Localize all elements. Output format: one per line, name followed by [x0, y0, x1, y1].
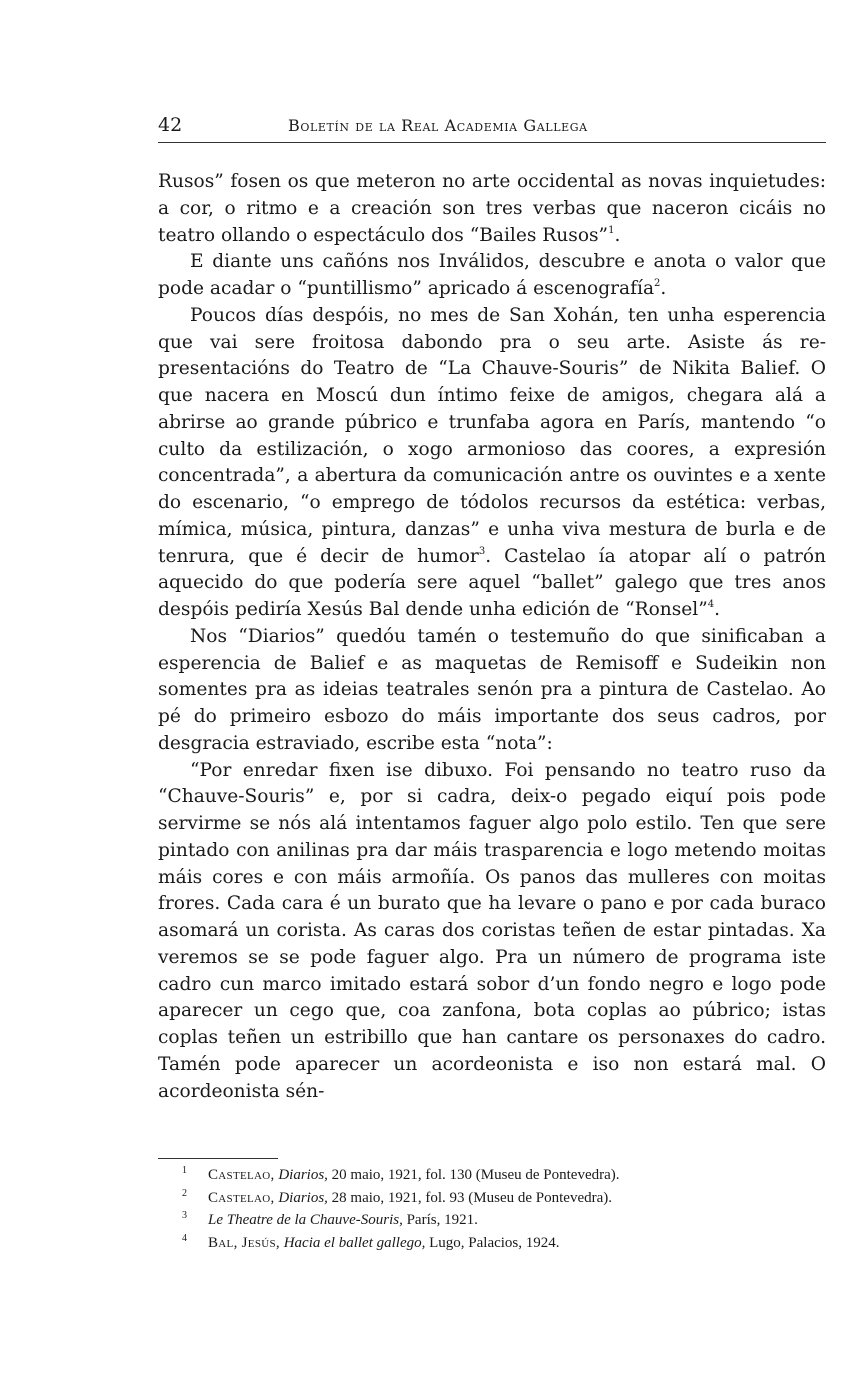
paragraph-3	[158, 303, 826, 624]
footnote-ref-2: 2	[654, 278, 661, 289]
paragraph-1-text: Rusos” fosen os que meteron no arte occidental as novas inquietudes: a cor, o ritmo e a creación son tres verbas que naceron cicáis no teatro ollando o espectáculo dos “Bailes Rusos”	[158, 171, 826, 246]
footnote-author: Castelao,	[208, 1189, 275, 1206]
footnote-3	[182, 1209, 822, 1232]
footnote-mark: 4	[182, 1232, 187, 1244]
footnote-ref-1: 1	[608, 224, 615, 236]
footnote-details: 28 maio, 1921, fol. 93 (Museu de Pontevedra).	[331, 1189, 613, 1206]
paragraph-1	[158, 169, 826, 249]
paragraph-5-quote: “Por enredar fixen ise dibuxo. Foi pensando no teatro ruso da “Chauve-Souris” e, por si cadra, deix-o pegado eiquí pois pode servirme se nós alá intentamos faguer algo polo estilo. Ten que sere pintado con anilinas pra dar máis trasparencia e logo metendo moitas máis cores e con máis armoñía. Os panos das mulleres con moitas frores. Cada cara é un burato que ha levare o pano e por cada buraco asomará un corista. As caras dos coristas teñen de estar pintadas. Xa veremos se se pode faguer algo. Pra un número de programa iste cadro cun marco imitado estará sobor d’un fondo negro e logo pode aparecer un cego que, coa zanfona, bota coplas ao púbrico; istas coplas teñen un estribillo que han cantare os personaxes do cadro. Tamén pode aparecer un acordeonista e iso non estará mal. O acordeonista sén-	[158, 759, 826, 1102]
footnote-title: Le Theatre de la Chauve-Souris,	[208, 1212, 403, 1228]
page-number: 42	[158, 114, 183, 136]
paragraph-3-text: Poucos días despóis, no mes de San Xohán, ten unha esperencia que vai sere froitosa dabondo pra o seu arte. Asiste ás representacións do Teatro de “La Chauve-Souris” de Nikita Balief. O que nacera en Moscú dun íntimo feixe de amigos, chegara alá a abrirse ao grande púbrico e trunfaba agora en París, mantendo “o culto da estilización, o xogo armonioso das coores, a expresión concentrada”, a abertura da comunicación antre os ouvintes e a xente do escenario, “o emprego de tódolos recursos da estética: verbas, mímica, música, pintura, danzas” e unha viva mestura de burla e de tenrura, que é decir de humor	[158, 304, 826, 567]
page-header	[158, 112, 826, 143]
footnote-mark: 2	[182, 1187, 187, 1199]
footnote-mark: 3	[182, 1210, 187, 1221]
footnote-details: París, 1921.	[406, 1212, 478, 1228]
footnote-ref-4: 4	[707, 599, 715, 610]
footnote-2	[182, 1187, 822, 1210]
paragraph-3-end: .	[714, 599, 721, 620]
footnote-title: Hacia el ballet gallego,	[283, 1234, 426, 1251]
paragraph-4: Nos “Diarios” quedóu tamén o testemuño do que sinificaban a esperencia de Balief e as maquetas de Remisoff e Sudeikin non somentes pra as ideias teatrales senón pra a pintura de Castelao. Ao pé do primeiro esbozo do máis importante dos seus cadros, por desgracia estraviado, escribe esta “nota”:	[158, 625, 826, 754]
footnote-ref-3: 3	[478, 545, 486, 557]
paragraph-3-middle: . Castelao ía atopar alí o patrón aquecido do que podería sere aquel “ballet” galego que tres anos despóis pediría Xesús Bal dende unha edición de “Ronsel”	[158, 545, 826, 620]
footnote-title: Diarios,	[278, 1167, 328, 1183]
footnote-mark: 1	[182, 1165, 187, 1176]
paragraph-2-end: .	[660, 278, 667, 299]
footnote-author: Bal, Jesús,	[208, 1234, 280, 1251]
footnote-divider	[158, 1158, 278, 1159]
footnote-author: Castelao,	[208, 1167, 275, 1183]
footnote-4	[182, 1232, 822, 1255]
footnote-details: Lugo, Palacios, 1924.	[429, 1234, 560, 1251]
main-text	[158, 169, 826, 1105]
paragraph-2-text: E diante uns cañóns nos Inválidos, descubre e anota o valor que pode acadar o “puntillismo” apricado á escenografía	[158, 251, 826, 299]
paragraph-2	[158, 249, 826, 303]
running-head: Boletín de la Real Academia Gallega	[288, 116, 588, 135]
footnote-details: 20 maio, 1921, fol. 130 (Museu de Pontevedra).	[331, 1167, 620, 1183]
footnote-title: Diarios,	[278, 1189, 328, 1206]
footnote-1	[182, 1164, 822, 1187]
footnotes	[182, 1164, 822, 1254]
paragraph-1-end: .	[614, 224, 621, 246]
